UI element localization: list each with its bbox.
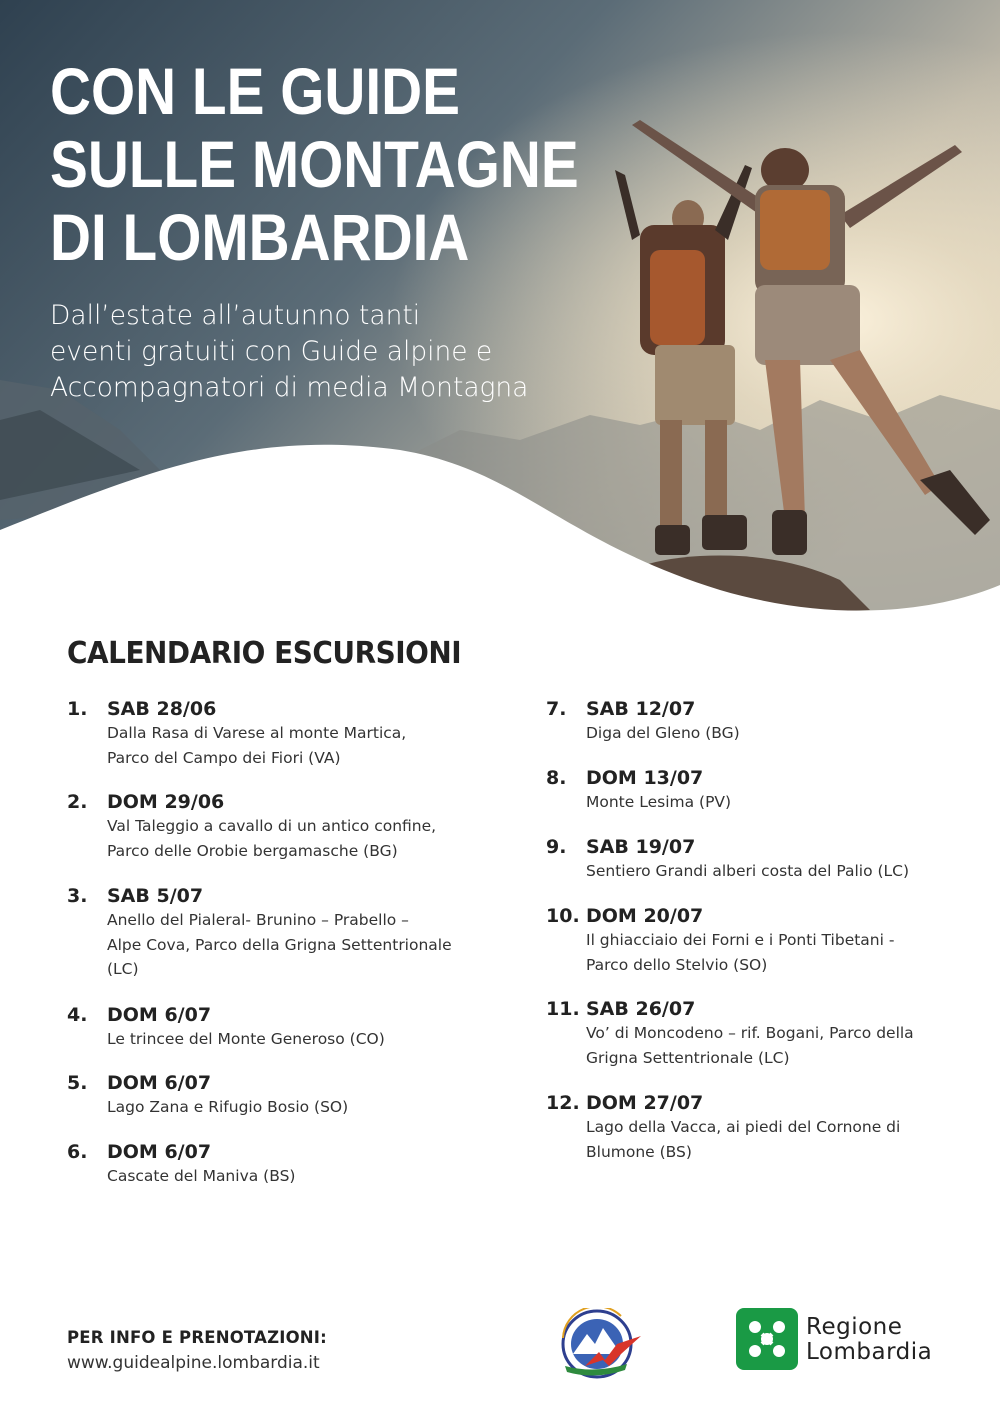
event-description: Alpe Cova, Parco della Grigna Settentrionale xyxy=(107,935,452,954)
event-date: SAB 12/07 xyxy=(586,698,696,720)
event-item xyxy=(67,1140,507,1200)
event-description: Val Taleggio a cavallo di un antico confine, xyxy=(107,817,437,835)
calendar-title: CALENDARIO ESCURSIONI xyxy=(67,636,462,671)
event-number: 11. xyxy=(546,998,580,1020)
event-date: DOM 6/07 xyxy=(107,1004,212,1026)
event-item xyxy=(546,904,966,997)
event-description: Il ghiacciaio dei Forni e i Ponti Tibetani - xyxy=(586,931,895,949)
event-number: 6. xyxy=(67,1141,88,1163)
event-description: Cascate del Maniva (BS) xyxy=(107,1167,296,1185)
region-line: Regione xyxy=(806,1314,903,1340)
event-description: Anello del Pialeral- Brunino – Prabello – xyxy=(107,911,409,929)
event-item xyxy=(67,1071,507,1140)
event-description: Sentiero Grandi alberi costa del Palio (LC) xyxy=(586,862,910,880)
event-description: Lago della Vacca, ai piedi del Cornone di xyxy=(586,1118,901,1136)
event-item xyxy=(546,835,966,904)
event-item xyxy=(67,1003,507,1071)
event-date: SAB 28/06 xyxy=(107,698,217,720)
event-number: 12. xyxy=(546,1092,580,1114)
region-line: Lombardia xyxy=(806,1339,933,1365)
event-description: Parco dello Stelvio (SO) xyxy=(586,955,768,974)
event-date: DOM 6/07 xyxy=(107,1072,212,1094)
main-title xyxy=(50,55,579,274)
event-number: 2. xyxy=(67,791,88,813)
subtitle xyxy=(50,298,528,406)
title-line: CON LE GUIDE xyxy=(50,54,460,128)
event-description: Vo’ di Moncodeno – rif. Bogani, Parco della xyxy=(586,1024,914,1042)
hero-banner xyxy=(0,0,1000,640)
event-number: 4. xyxy=(67,1004,88,1026)
event-number: 3. xyxy=(67,885,88,907)
title-line: SULLE MONTAGNE xyxy=(50,127,579,201)
event-description: Dalla Rasa di Varese al monte Martica, xyxy=(107,724,407,742)
event-number: 9. xyxy=(546,836,567,858)
event-item xyxy=(546,697,966,766)
event-item xyxy=(67,790,507,884)
event-date: DOM 20/07 xyxy=(586,905,704,927)
event-item xyxy=(546,766,966,835)
event-date: DOM 6/07 xyxy=(107,1141,212,1163)
event-number: 5. xyxy=(67,1072,88,1094)
event-date: SAB 5/07 xyxy=(107,885,204,907)
events-column-right xyxy=(546,697,966,1161)
event-description: Parco delle Orobie bergamasche (BG) xyxy=(107,841,398,860)
title-line: DI LOMBARDIA xyxy=(50,200,470,274)
subtitle-line: Accompagnatori di media Montagna xyxy=(50,372,529,403)
regione-lombardia-name xyxy=(806,1315,932,1365)
event-date: SAB 26/07 xyxy=(586,998,696,1020)
event-description: Blumone (BS) xyxy=(586,1142,692,1161)
event-date: DOM 13/07 xyxy=(586,767,704,789)
guide-alpine-seal-logo xyxy=(555,1308,647,1380)
subtitle-line: Dall’estate all’autunno tanti xyxy=(50,300,421,331)
event-number: 8. xyxy=(546,767,567,789)
regione-lombardia-logo xyxy=(736,1308,798,1370)
event-item xyxy=(67,884,507,1003)
event-item xyxy=(67,697,507,790)
subtitle-line: eventi gratuiti con Guide alpine e xyxy=(50,336,493,367)
event-description: Monte Lesima (PV) xyxy=(586,793,732,811)
event-description: Parco del Campo dei Fiori (VA) xyxy=(107,748,341,767)
event-date: SAB 19/07 xyxy=(586,836,696,858)
event-item xyxy=(546,997,966,1091)
contact-info xyxy=(67,1326,327,1376)
event-date: DOM 29/06 xyxy=(107,791,225,813)
event-description: Le trincee del Monte Generoso (CO) xyxy=(107,1030,385,1048)
event-item xyxy=(546,1091,966,1161)
info-label: PER INFO E PRENOTAZIONI: xyxy=(67,1328,327,1347)
event-description: Grigna Settentrionale (LC) xyxy=(586,1048,790,1067)
event-date: DOM 27/07 xyxy=(586,1092,704,1114)
events-column-left xyxy=(67,697,507,1200)
event-number: 7. xyxy=(546,698,567,720)
event-description: Diga del Gleno (BG) xyxy=(586,724,740,742)
event-description: Lago Zana e Rifugio Bosio (SO) xyxy=(107,1098,349,1116)
event-description: (LC) xyxy=(107,960,139,978)
website-link[interactable]: www.guidealpine.lombardia.it xyxy=(67,1353,320,1373)
event-number: 1. xyxy=(67,698,88,720)
event-number: 10. xyxy=(546,905,580,927)
